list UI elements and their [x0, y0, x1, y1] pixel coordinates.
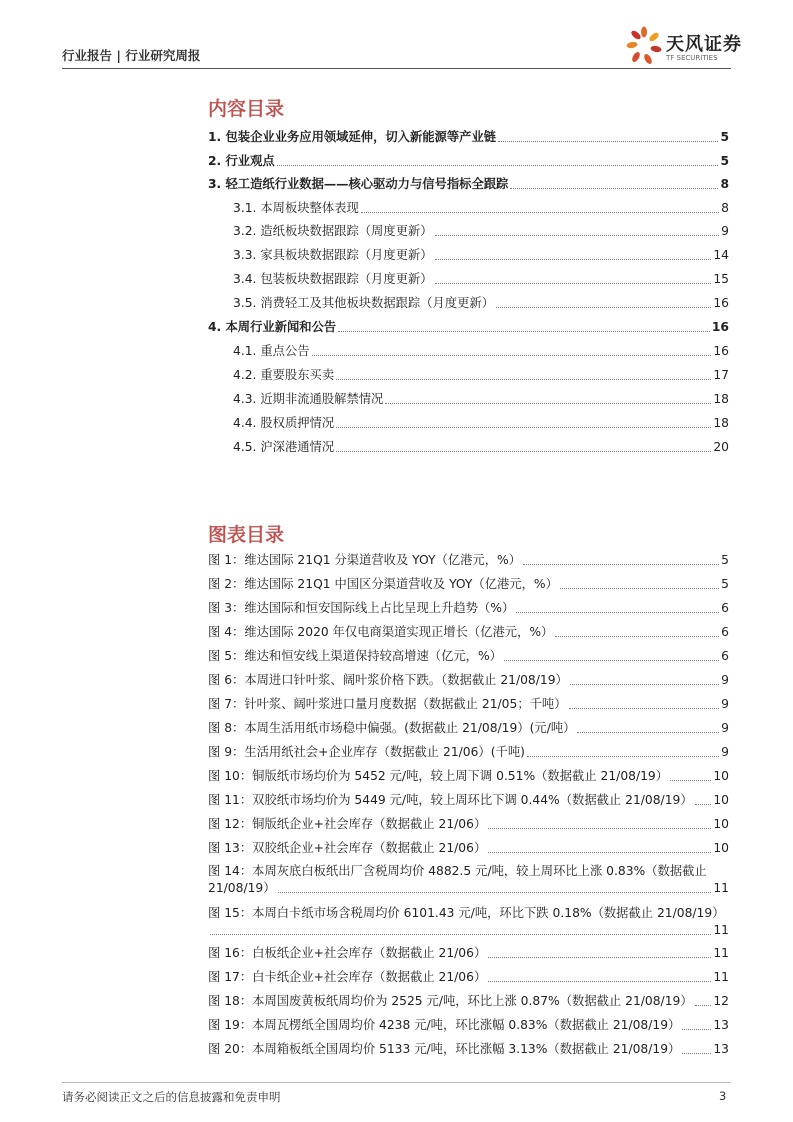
figure-entry-wrapped[interactable]	[208, 905, 729, 939]
dot-leader	[569, 708, 720, 709]
figure-entry-page: 11	[713, 881, 729, 895]
toc-entry-page: 15	[713, 272, 729, 286]
page-number: 3	[719, 1089, 727, 1103]
figure-entry-label: 图 18：本周国废黄板纸周均价为 2525 元/吨，环比上涨 0.87%（数据截止 21/08/19）	[208, 994, 693, 1008]
figure-entry-page: 10	[713, 841, 729, 855]
dot-leader	[570, 684, 719, 685]
report-subtype: 行业研究周报	[125, 48, 201, 63]
figure-entry-label: 图 7：针叶浆、阔叶浆进口量月度数据（数据截止 21/05；千吨）	[208, 697, 567, 711]
figure-entry-label: 图 16：白板纸企业+社会库存（数据截止 21/06）	[208, 946, 487, 960]
dot-leader	[210, 934, 711, 935]
toc-entry-page: 8	[721, 201, 729, 215]
toc-subentry[interactable]	[233, 341, 729, 361]
figure-entry-page: 9	[721, 673, 729, 687]
toc-subentry[interactable]	[233, 245, 729, 265]
toc-entry[interactable]	[208, 127, 729, 147]
figure-entry[interactable]	[208, 814, 729, 834]
toc-entry-page: 5	[720, 130, 729, 144]
toc-subentry[interactable]	[233, 269, 729, 289]
dot-leader	[510, 188, 718, 189]
toc-entry-page: 16	[713, 344, 729, 358]
figure-entry-label: 图 3：维达国际和恒安国际线上占比呈现上升趋势（%）	[208, 601, 515, 615]
toc-entry-label: 4.5. 沪深港通情况	[233, 440, 335, 454]
figure-entry-page: 13	[713, 1042, 729, 1056]
dot-leader	[435, 259, 712, 260]
figure-entry-label-cont: 21/08/19）	[208, 881, 276, 895]
dot-leader	[682, 1053, 711, 1054]
dot-leader	[488, 852, 711, 853]
dot-leader	[336, 379, 711, 380]
figure-entry-label: 图 9：生活用纸社会+企业库存（数据截止 21/06）(千吨)	[208, 745, 525, 759]
toc-entry-label: 1. 包装企业业务应用领域延伸，切入新能源等产业链	[208, 130, 497, 144]
figure-entry-page: 5	[721, 553, 729, 567]
figure-entry-label: 图 11：双胶纸市场均价为 5449 元/吨，较上周环比下调 0.44%（数据截止 21/08/19）	[208, 793, 693, 807]
figure-entry[interactable]	[208, 622, 729, 642]
figure-entry[interactable]	[208, 550, 729, 570]
figure-entry-page: 6	[721, 649, 729, 663]
figure-entry-label: 图 17：白卡纸企业+社会库存（数据截止 21/06）	[208, 970, 487, 984]
dot-leader	[560, 588, 719, 589]
figure-entry[interactable]	[208, 718, 729, 738]
figure-entry-wrapped[interactable]	[208, 863, 729, 897]
toc-entry-page: 16	[713, 296, 729, 310]
figure-entry-page: 9	[721, 745, 729, 759]
toc-subentry[interactable]	[233, 221, 729, 241]
figure-entry[interactable]	[208, 943, 729, 963]
toc-entry-page: 18	[713, 416, 729, 430]
figure-entry-page: 12	[713, 994, 729, 1008]
toc-entry-label: 4. 本周行业新闻和公告	[208, 320, 337, 334]
toc-entry-label: 3.4. 包装板块数据跟踪（月度更新）	[233, 272, 433, 286]
figure-entry[interactable]	[208, 766, 729, 786]
toc-subentry[interactable]	[233, 365, 729, 385]
toc-entry[interactable]	[208, 151, 729, 171]
dot-leader	[312, 355, 712, 356]
figure-entry[interactable]	[208, 991, 729, 1011]
figure-entry[interactable]	[208, 1039, 729, 1059]
dot-leader	[504, 660, 719, 661]
figure-entry-page: 10	[713, 817, 729, 831]
toc-subentry[interactable]	[233, 389, 729, 409]
toc-entry-label: 2. 行业观点	[208, 154, 275, 168]
dot-leader	[488, 981, 711, 982]
figure-entry-label: 图 20：本周箱板纸全国周均价 5133 元/吨，环比涨幅 3.13%（数据截止 21/08/19）	[208, 1042, 681, 1056]
dot-leader	[496, 307, 711, 308]
figure-entry-page: 9	[721, 697, 729, 711]
toc-entry-page: 5	[720, 154, 729, 168]
figure-entry[interactable]	[208, 838, 729, 858]
figure-entry-page: 6	[721, 601, 729, 615]
dot-leader	[336, 427, 711, 428]
figure-entry[interactable]	[208, 670, 729, 690]
figure-entry[interactable]	[208, 694, 729, 714]
dot-leader	[278, 892, 712, 893]
toc-entry-label: 4.1. 重点公告	[233, 344, 310, 358]
dot-leader	[336, 451, 711, 452]
footer-disclaimer: 请务必阅读正文之后的信息披露和免责申明	[62, 1090, 281, 1104]
figure-entry-label: 图 5：维达和恒安线上渠道保持较高增速（亿元，%）	[208, 649, 502, 663]
figure-entry[interactable]	[208, 790, 729, 810]
toc-entry-label: 4.4. 股权质押情况	[233, 416, 335, 430]
figure-entry-label: 图 15：本周白卡纸市场含税周均价 6101.43 元/吨，环比下跌 0.18%（数据截止 21/08/19）	[208, 906, 725, 920]
figure-entry-label: 图 13：双胶纸企业+社会库存（数据截止 21/06）	[208, 841, 487, 855]
toc-entry[interactable]	[208, 317, 729, 337]
toc-entry-page: 17	[713, 368, 729, 382]
footer-divider	[62, 1082, 731, 1083]
dot-leader	[498, 141, 718, 142]
figure-entry-label: 图 12：铜版纸企业+社会库存（数据截止 21/06）	[208, 817, 487, 831]
figure-entry[interactable]	[208, 574, 729, 594]
figure-entry-label: 图 1：维达国际 21Q1 分渠道营收及 YOY（亿港元，%）	[208, 553, 521, 567]
toc-subentry[interactable]	[233, 413, 729, 433]
dot-leader	[488, 957, 711, 958]
dot-leader	[338, 331, 710, 332]
dot-leader	[670, 780, 711, 781]
toc-entry-label: 3.5. 消费轻工及其他板块数据跟踪（月度更新）	[233, 296, 495, 310]
toc-title: 内容目录	[208, 98, 285, 120]
toc-entry-label: 3.3. 家具板块数据跟踪（月度更新）	[233, 248, 433, 262]
figure-entry-label: 图 19：本周瓦楞纸全国周均价 4238 元/吨，环比涨幅 0.83%（数据截止 21/08/19）	[208, 1018, 681, 1032]
figure-entry-page: 11	[713, 946, 729, 960]
dot-leader	[523, 564, 719, 565]
dot-leader	[385, 403, 711, 404]
toc-subentry[interactable]	[233, 293, 729, 313]
figure-entry-page: 11	[713, 923, 729, 937]
figure-entry-page: 5	[721, 577, 729, 591]
toc-entry-page: 18	[713, 392, 729, 406]
dot-leader	[577, 732, 719, 733]
toc-entry[interactable]	[208, 174, 729, 194]
dot-leader	[516, 612, 719, 613]
header-separator: |	[116, 48, 121, 63]
dot-leader	[361, 212, 719, 213]
figure-entry-label: 图 14：本周灰底白板纸出厂含税周均价 4882.5 元/吨，较上周环比上涨 0.83%（数据截止	[208, 864, 707, 878]
figure-entry-label: 图 8：本周生活用纸市场稳中偏强。(数据截止 21/08/19）(元/吨）	[208, 721, 576, 735]
dot-leader	[695, 1005, 712, 1006]
toc-subentry[interactable]	[233, 198, 729, 218]
figures-title: 图表目录	[208, 524, 285, 546]
figure-entry[interactable]	[208, 967, 729, 987]
figure-entry-label: 图 2：维达国际 21Q1 中国区分渠道营收及 YOY（亿港元，%）	[208, 577, 558, 591]
dot-leader	[277, 165, 719, 166]
logo-wordmark: 天风证券	[666, 34, 742, 55]
figure-entry-page: 6	[721, 625, 729, 639]
report-category	[62, 46, 200, 64]
figure-entry-label: 图 10：铜版纸市场均价为 5452 元/吨，较上周下调 0.51%（数据截止 21/08/19）	[208, 769, 669, 783]
logo-subtitle: TF SECURITIES	[666, 54, 718, 62]
dot-leader	[435, 283, 712, 284]
figure-entry-page: 10	[713, 793, 729, 807]
toc-entry-page: 16	[711, 320, 729, 334]
report-type: 行业报告	[62, 48, 113, 63]
dot-leader	[682, 1029, 711, 1030]
toc-entry-page: 9	[721, 224, 729, 238]
toc-entry-label: 4.3. 近期非流通股解禁情况	[233, 392, 384, 406]
figure-entry-page: 9	[721, 721, 729, 735]
dot-leader	[555, 636, 719, 637]
figure-entry-page: 11	[713, 970, 729, 984]
figure-entry[interactable]	[208, 646, 729, 666]
figure-entry-page: 13	[713, 1018, 729, 1032]
figure-entry[interactable]	[208, 742, 729, 762]
figure-entry-label: 图 4：维达国际 2020 年仅电商渠道实现正增长（亿港元，%）	[208, 625, 554, 639]
toc-entry-label: 3. 轻工造纸行业数据——核心驱动力与信号指标全跟踪	[208, 177, 509, 191]
dot-leader	[435, 235, 720, 236]
toc-entry-page: 8	[720, 177, 729, 191]
toc-subentry[interactable]	[233, 437, 729, 457]
figure-entry-page: 10	[713, 769, 729, 783]
figure-entry[interactable]	[208, 598, 729, 618]
toc-entry-page: 14	[713, 248, 729, 262]
figure-entry-label: 图 6：本周进口针叶浆、阔叶浆价格下跌。（数据截止 21/08/19）	[208, 673, 568, 687]
dot-leader	[488, 828, 711, 829]
dot-leader	[695, 804, 712, 805]
toc-entry-label: 3.2. 造纸板块数据跟踪（周度更新）	[233, 224, 433, 238]
toc-entry-label: 4.2. 重要股东买卖	[233, 368, 335, 382]
toc-entry-page: 20	[713, 440, 729, 454]
figure-entry[interactable]	[208, 1015, 729, 1035]
toc-entry-label: 3.1. 本周板块整体表现	[233, 201, 359, 215]
dot-leader	[527, 756, 719, 757]
